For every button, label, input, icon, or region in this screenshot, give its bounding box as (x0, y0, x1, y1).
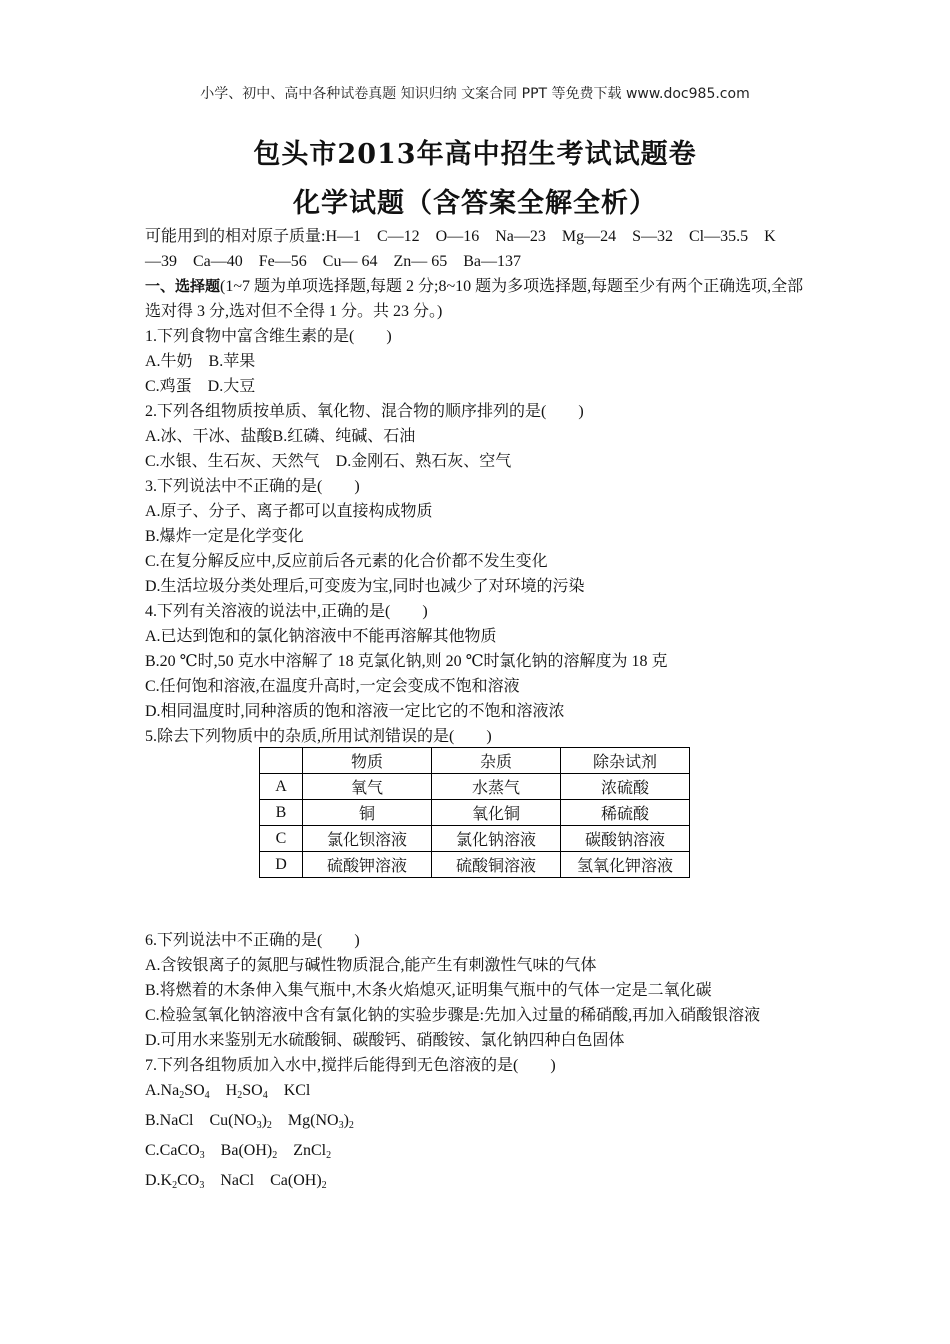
questions-part-1 (145, 224, 810, 749)
table-cell: A (260, 774, 303, 800)
table-cell: 水蒸气 (432, 774, 561, 800)
table-row (260, 826, 690, 852)
table-cell: 浓硫酸 (561, 774, 690, 800)
question-line: A.冰、干冰、盐酸B.红磷、纯碱、石油 (145, 428, 416, 445)
atomic-masses-line: 可能用到的相对原子质量:H—1 C—12 O—16 Na—23 Mg—24 S—32 Cl—35.5 K (145, 228, 776, 245)
option-line: B.NaCl $Cu(NO_3)_2$ $Mg(NO_3)_2$ (145, 1112, 354, 1131)
question-line: 1.下列食物中富含维生素的是( ) (145, 328, 392, 345)
exam-title: 包头市2013年高中招生考试试题卷 (253, 139, 697, 170)
question-line: 7.下列各组物质加入水中,搅拌后能得到无色溶液的是( ) (145, 1057, 556, 1074)
table-cell: 稀硫酸 (561, 800, 690, 826)
table-cell: 氯化钡溶液 (303, 826, 432, 852)
section-text: (1~7 题为单项选择题,每题 2 分;8~10 题为多项选择题,每题至少有两个正确选项,全部选对得 3 分,选对但不全得 1 分。共 23 分。) (145, 278, 804, 320)
question-line: 3.下列说法中不正确的是( ) (145, 478, 360, 495)
site-header: 小学、初中、高中各种试卷真题 知识归纳 文案合同 PPT 等免费下载 www.doc985.com (200, 86, 750, 102)
option-line: $D.K_2CO_3$ NaCl $Ca(OH)_2$ (145, 1172, 327, 1191)
question-line: C.水银、生石灰、天然气 D.金刚石、熟石灰、空气 (145, 453, 512, 470)
question-line: C.任何饱和溶液,在温度升高时,一定会变成不饱和溶液 (145, 678, 520, 695)
question-line: B.将燃着的木条伸入集气瓶中,木条火焰熄灭,证明集气瓶中的气体一定是二氧化碳 (145, 982, 712, 999)
table-cell: 杂质 (432, 748, 561, 774)
question-line: D.生活垃圾分类处理后,可变废为宝,同时也减少了对环境的污染 (145, 578, 585, 595)
question-line: C.检验氢氧化钠溶液中含有氯化钠的实验步骤是:先加入过量的稀硝酸,再加入硝酸银溶液 (145, 1007, 761, 1024)
option-line: C.CaCO$_3$ $Ba(OH)_2$ ZnCl$_2$ (145, 1142, 332, 1161)
question-line: C.鸡蛋 D.大豆 (145, 378, 256, 395)
table-cell: 氯化钠溶液 (432, 826, 561, 852)
table-cell: 除杂试剂 (561, 748, 690, 774)
table-row (260, 852, 690, 878)
question-line: D.可用水来鉴别无水硫酸铜、碳酸钙、硝酸铵、氯化钠四种白色固体 (145, 1032, 625, 1049)
table-cell: 氧气 (303, 774, 432, 800)
question-line: D.相同温度时,同种溶质的饱和溶液一定比它的不饱和溶液浓 (145, 703, 565, 720)
question-line: C.在复分解反应中,反应前后各元素的化合价都不发生变化 (145, 553, 548, 570)
table-cell: 硫酸钾溶液 (303, 852, 432, 878)
question-line: 6.下列说法中不正确的是( ) (145, 932, 360, 949)
questions-part-2 (145, 928, 810, 1198)
table-cell: 硫酸铜溶液 (432, 852, 561, 878)
table-cell: 氧化铜 (432, 800, 561, 826)
question-line: B.20 ℃时,50 克水中溶解了 18 克氯化钠,则 20 ℃时氯化钠的溶解度为 18 克 (145, 653, 668, 670)
table-cell: 碳酸钠溶液 (561, 826, 690, 852)
table-cell: B (260, 800, 303, 826)
table-cell: 氢氧化钾溶液 (561, 852, 690, 878)
table-cell: 铜 (303, 800, 432, 826)
question-line: 2.下列各组物质按单质、氧化物、混合物的顺序排列的是( ) (145, 403, 584, 420)
table-header-row (260, 748, 690, 774)
exam-subtitle: 化学试题（含答案全解全析） (293, 188, 657, 219)
option-line: $A.Na_2SO_4$ $H_2SO_4$ KCl (145, 1082, 311, 1101)
atomic-masses-line: —39 Ca—40 Fe—56 Cu— 64 Zn— 65 Ba—137 (145, 253, 521, 270)
table-cell: 物质 (303, 748, 432, 774)
section-instructions (145, 274, 810, 324)
table-row (260, 800, 690, 826)
impurity-table (259, 747, 690, 878)
question-line: A.原子、分子、离子都可以直接构成物质 (145, 503, 433, 520)
section-label: 一、选择题 (145, 277, 221, 295)
table-cell: D (260, 852, 303, 878)
question-line: B.爆炸一定是化学变化 (145, 528, 304, 545)
table-cell: C (260, 826, 303, 852)
table-cell (260, 748, 303, 774)
table-row (260, 774, 690, 800)
question-line: 5.除去下列物质中的杂质,所用试剂错误的是( ) (145, 728, 492, 745)
question-line: A.含铵银离子的氮肥与碱性物质混合,能产生有刺激性气味的气体 (145, 957, 597, 974)
question-line: 4.下列有关溶液的说法中,正确的是( ) (145, 603, 428, 620)
question-line: A.已达到饱和的氯化钠溶液中不能再溶解其他物质 (145, 628, 497, 645)
question-line: A.牛奶 B.苹果 (145, 353, 256, 370)
